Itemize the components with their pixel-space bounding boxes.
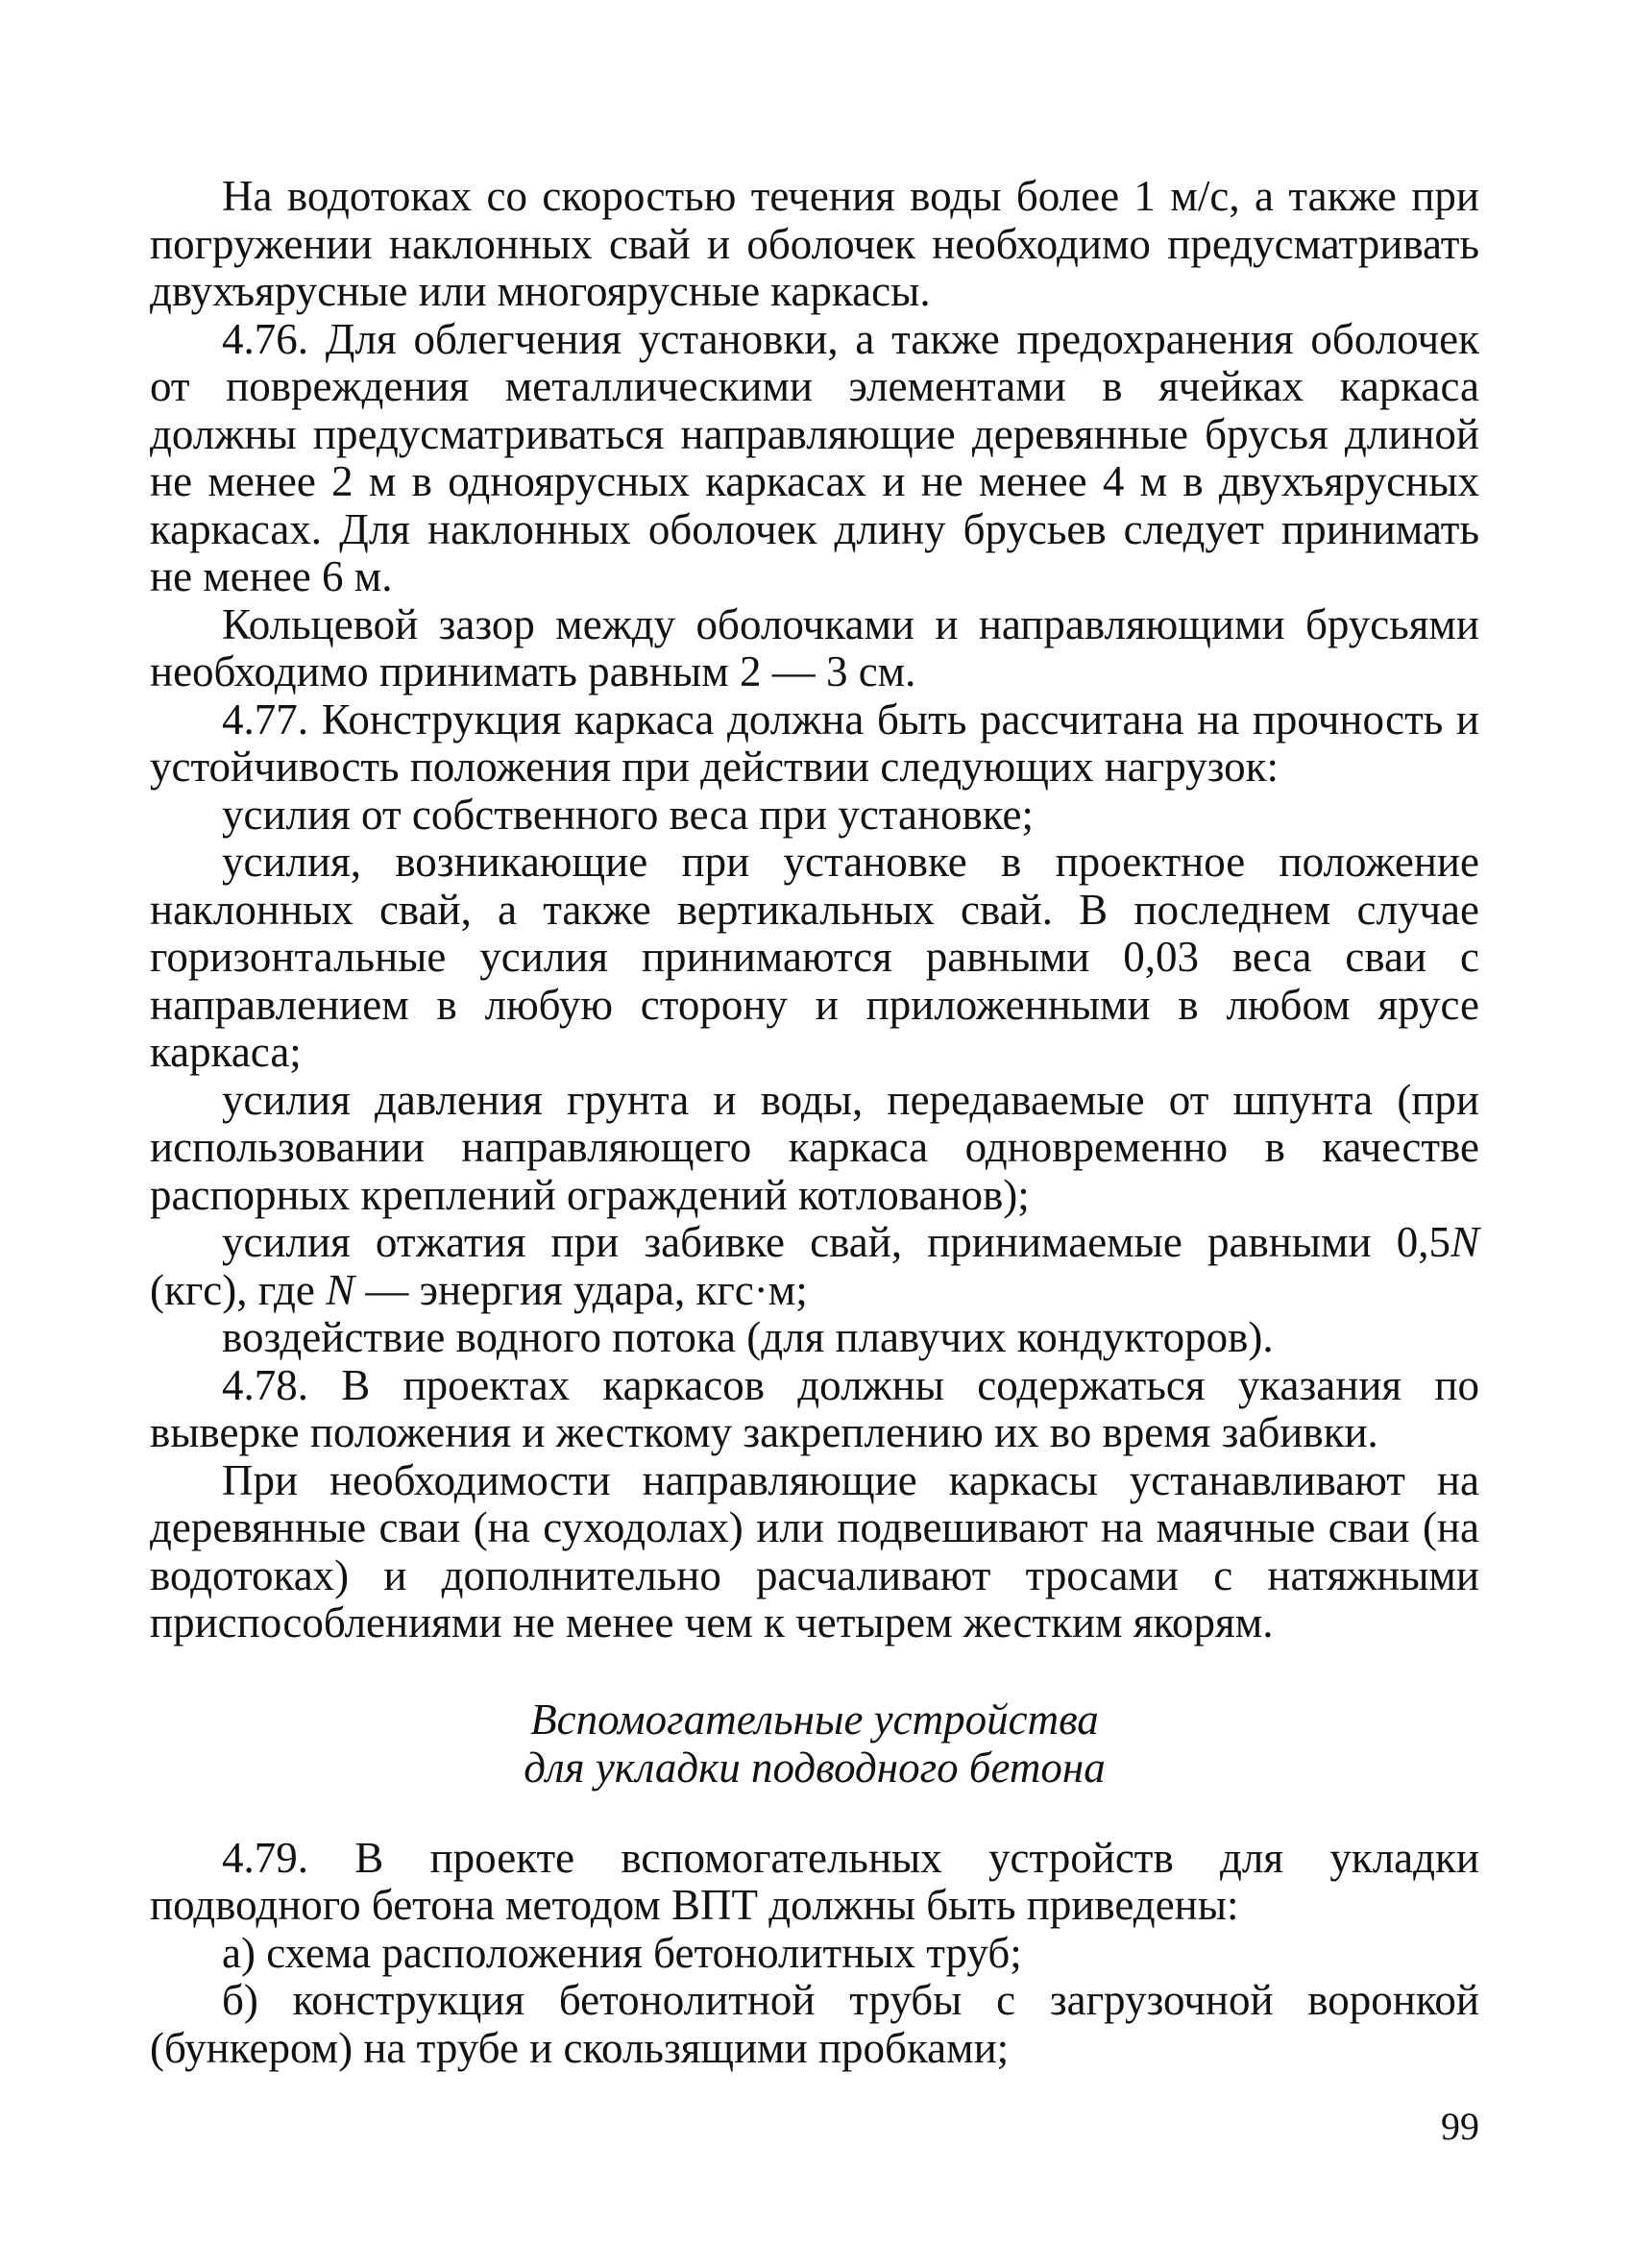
section-heading <box>150 1695 1479 1792</box>
list-item-b: б) конструкция бетонолитной трубы с загрузочной воронкой (бункером) на трубе и скользящими пробками; <box>150 1976 1479 2072</box>
otzhatie-text-2: (кгс), где <box>150 1265 327 1314</box>
paragraph-annular-gap: Кольцевой зазор между оболочками и направляющими брусьями необходимо принимать равным 2 — 3 см. <box>150 599 1479 695</box>
otzhatie-text-3: — энергия удара, кгс·м; <box>354 1265 808 1314</box>
paragraph-load-own-weight: усилия от собственного веса при установке; <box>222 790 1035 839</box>
list-item-a: а) схема расположения бетонолитных труб; <box>222 1928 1022 1977</box>
energy-symbol: N <box>1450 1218 1479 1266</box>
paragraph-watercourses: На водотоках со скоростью течения воды более 1 м/с, а также при погружении наклонных свай и оболочек необходимо предусматривать двухъярусные или многоярусные каркасы. <box>150 172 1479 315</box>
paragraph-guide-frames: При необходимости направляющие каркасы устанавливают на деревянные сваи (на суходолах) или подвешивают на маячные сваи (на водотоках) и дополнительно расчаливают тросами с натяжными приспособлениями не менее чем к четырем жестким якорям. <box>150 1455 1479 1646</box>
section-heading-line-2: для укладки подводного бетона <box>524 1743 1106 1792</box>
paragraph-4-77: 4.77. Конструкция каркаса должна быть рассчитана на прочность и устойчивость положения при действии следующих нагрузок: <box>150 695 1479 791</box>
paragraph-load-soil-pressure: усилия давления грунта и воды, передаваемые от шпунта (при использовании направляющего каркаса одновременно в качестве распорных креплений ограждений котлованов); <box>150 1075 1479 1219</box>
paragraph-load-installation: усилия, возникающие при установке в проектное положение наклонных свай, а также вертикальных свай. В последнем случае горизонтальные усилия принимаются равными 0,03 веса сваи с направлением в любую сторону и приложенными в любом ярусе каркаса; <box>150 838 1479 1076</box>
otzhatie-text-1: усилия отжатия при забивке свай, принимаемые равными 0,5 <box>222 1218 1450 1266</box>
energy-symbol: N <box>326 1265 355 1314</box>
page-number: 99 <box>1441 2105 1479 2148</box>
page-body <box>150 173 1479 2072</box>
paragraph-load-pile-driving <box>150 1219 1479 1314</box>
paragraph-4-79: 4.79. В проекте вспомогательных устройств для укладки подводного бетона методом ВПТ должны быть приведены: <box>150 1833 1479 1929</box>
paragraph-4-78: 4.78. В проектах каркасов должны содержаться указания по выверке положения и жесткому закреплению их во время забивки. <box>150 1360 1479 1456</box>
paragraph-load-water-flow: воздействие водного потока (для плавучих кондукторов). <box>222 1313 1274 1361</box>
section-heading-line-1: Вспомогательные устройства <box>530 1695 1099 1744</box>
paragraph-4-76: 4.76. Для облегчения установки, а также предохранения оболочек от повреждения металлическими элементами в ячейках каркаса должны предусматриваться направляющие деревянные брусья длиной не менее 2 м в одноярусных каркасах и не менее 4 м в двухъярусных каркасах. Для наклонных оболочек длину брусьев следует принимать не менее 6 м. <box>150 314 1479 600</box>
